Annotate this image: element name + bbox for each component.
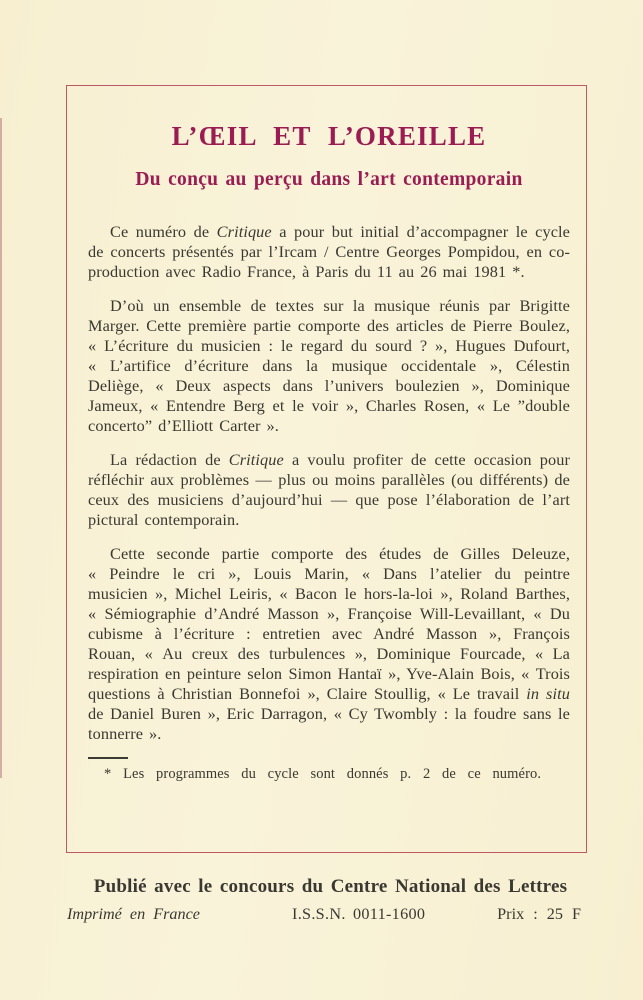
paragraph-second-part: Cette seconde partie comporte des études de Gilles Deleuze, « Peindre le cri », Louis Marin, « Dans l’atelier du peintre musicien », Michel Leiris, « Bacon le hors-la-loi », Roland Barthes, « Sémiographie d’André Masson », Françoise Will-Levaillant, « Du cubisme à l’écriture : entretien avec André Masson », François Rouan, « Au creux des turbulences », Dominique Fourcade, « La respiration en peinture selon Simon Hantaï », Yve-Alain Bois, « Trois questions à Christian Bonnefoi », Claire Stoullig, « Le travail in situ de Daniel Buren », Eric Darragon, « Cy Twombly : la foudre sans le tonnerre ». xyxy=(88,544,570,743)
cover-frame-border xyxy=(66,85,587,853)
footnote-text: * Les programmes du cycle sont donnés p. 2 de ce numéro. xyxy=(104,766,542,782)
paragraph-intro: Ce numéro de Critique a pour but initial d’accompagner le cycle de concerts présentés par l’Ircam / Centre Georges Pompidou, en co-production avec Radio France, à Paris du 11 au 26 mai 1981 *. xyxy=(88,222,570,281)
cover-body xyxy=(88,222,570,744)
price-label: Prix : 25 F xyxy=(497,905,581,923)
page-edge-scan-artifact xyxy=(0,118,2,778)
footnote-divider-rule xyxy=(88,757,128,759)
paragraph-redaction: La rédaction de Critique a voulu profiter de cette occasion pour réfléchir aux problèmes — plus ou moins parallèles (ou différents) de ceux des musiciens d’aujourd’hui — que pose l’élaboration de l’art pictural contemporain. xyxy=(88,450,570,529)
imprint-row xyxy=(0,905,643,927)
cover-title: L’ŒIL ET L’OREILLE xyxy=(171,121,487,151)
footnote-block xyxy=(88,757,570,783)
printed-in-label: Imprimé en France xyxy=(67,905,200,923)
publisher-support-note: Publié avec le concours du Centre National des Lettres xyxy=(93,876,568,897)
cover-footer xyxy=(0,876,643,927)
paragraph-first-part: D’où un ensemble de textes sur la musique réunis par Brigitte Marger. Cette première partie comporte des articles de Pierre Boulez, « L’écriture du musicien : le regard du sourd ? », Hugues Dufourt, « L’artifice d’écriture dans la musique occidentale », Célestin Deliège, « Deux aspects dans l’univers boulezien », Dominique Jameux, « Entendre Berg et le voir », Charles Rosen, « Le ”double concerto” d’Elliott Carter ». xyxy=(88,296,570,435)
cover-subtitle: Du conçu au perçu dans l’art contemporain xyxy=(135,169,523,190)
issn-label: I.S.S.N. 0011-1600 xyxy=(292,905,426,923)
